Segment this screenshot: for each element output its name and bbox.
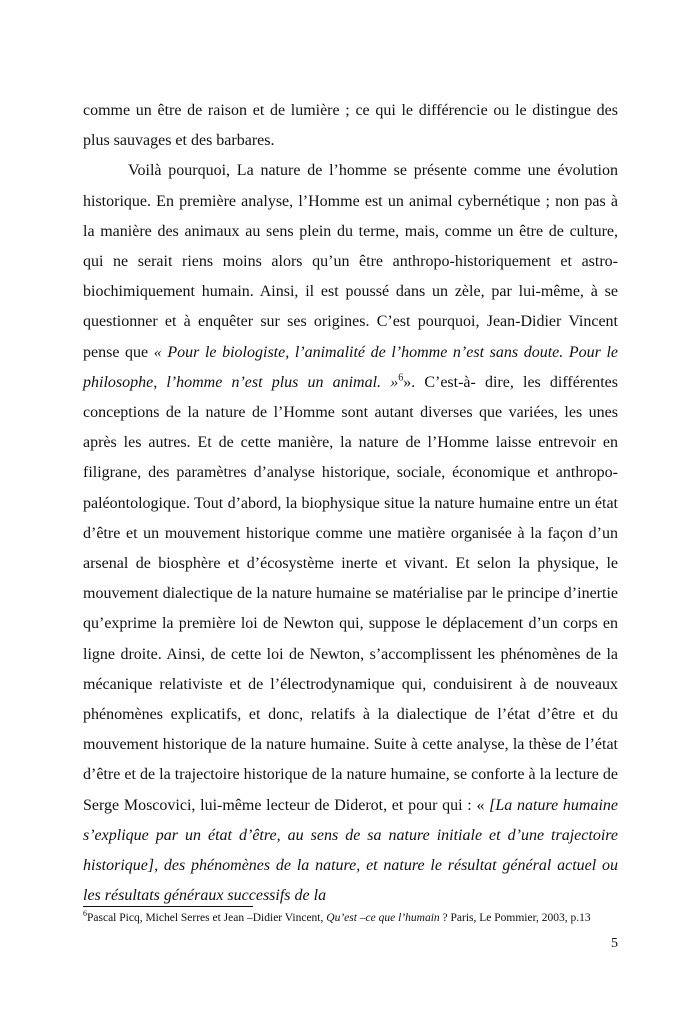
paragraph-2-text-a: Voilà pourquoi, La nature de l’homme se présente comme une évolution historique. En première analyse, l’Homme est un animal cybernétique ; non pas à la manière des animaux au sens plein du terme, mais, comme un être de culture, qui ne serait riens moins alors qu’un être anthropo-historiquement et astro-biochimiquement humain. Ainsi, il est poussé dans un zèle, par lui-même, à se questionner et à enquêter sur ses origines. C’est pourquoi, Jean-Didier Vincent pense que: [83, 162, 618, 361]
footnote-divider: [83, 906, 253, 907]
footnote-authors: Pascal Picq, Michel Serres et Jean –Didier Vincent,: [87, 912, 327, 924]
quote-moscovici: [La nature humaine s’explique par un état d’être, au sens de sa nature initiale et d’une trajectoire historique], des phénomènes de la nature, et nature le résultat général actuel ou les résultats généraux successifs de la: [83, 796, 619, 905]
body-text: [83, 96, 618, 911]
footnote-number: 6: [83, 909, 87, 919]
footnote-reference: 6: [398, 372, 404, 384]
footnote-publication: ? Paris, Le Pommier, 2003, p.13: [439, 912, 591, 924]
paragraph-2-text-b: ». C’est-à- dire, les différentes conceptions de la nature de l’Homme sont autant diverses que variées, les unes après les autres. Et de cette manière, la nature de l’Homme laisse entrevoir en filigrane, des paramètres d’analyse historique, sociale, économique et anthropo-paléontologique. Tout d’abord, la biophysique situe la nature humaine entre un état d’être et un mouvement historique comme une matière organisée à la façon d’un arsenal de biosphère et d’écosystème inerte et vivant. Et selon la physique, le mouvement dialectique de la nature humaine se matérialise par le principe d’inertie qu’exprime la première loi de Newton qui, suppose le déplacement d’un corps en ligne droite. Ainsi, de cette loi de Newton, s’accomplissent les phénomènes de la mécanique relativiste et de l’électrodynamique qui, conduisirent à de nouveaux phénomènes explicatifs, et donc, relatifs à la dialectique de l’état d’être et du mouvement historique de la nature humaine. Suite à cette analyse, la thèse de l’état d’être et de la trajectoire historique de la nature humaine, se conforte à la lecture de Serge Moscovici, lui-même lecteur de Diderot, et pour qui : «: [83, 373, 619, 814]
quote-vincent: « Pour le biologiste, l’animalité de l’homme n’est sans doute. Pour le philosophe, l’homme n’est plus un animal. »: [83, 343, 619, 391]
footnote-title: Qu’est –ce que l’humain: [326, 912, 440, 924]
paragraph-2: [83, 156, 618, 911]
paragraph-1: comme un être de raison et de lumière ; ce qui le différencie ou le distingue des plus sauvages et des barbares.: [83, 102, 618, 150]
footnote: [83, 911, 623, 925]
page-number: 5: [611, 936, 618, 951]
